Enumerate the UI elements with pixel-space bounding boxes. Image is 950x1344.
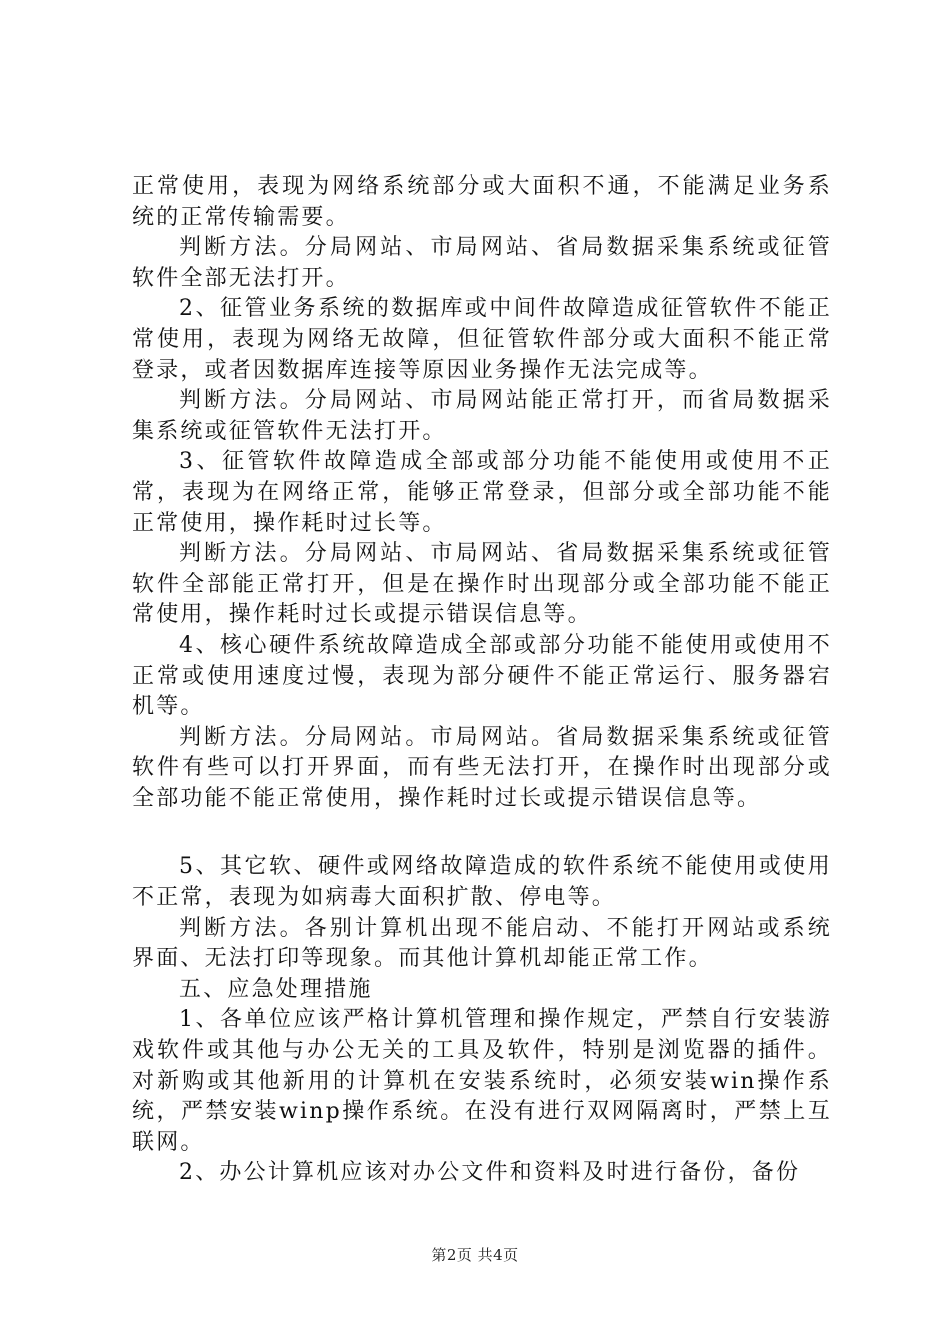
paragraph-judgement-4: 判断方法。分局网站。市局网站。省局数据采集系统或征管软件有些可以打开界面，而有些无法打开，在操作时出现部分或全部功能不能正常使用，操作耗时过长或提示错误信息等。 — [132, 724, 832, 811]
paragraph-measure-1: 1、各单位应该严格计算机管理和操作规定，严禁自行安装游戏软件或其他与办公无关的工具及软件，特别是浏览器的插件。对新购或其他新用的计算机在安装系统时，必须安装win操作系统，严禁安装winp操作系统。在没有进行双网隔离时，严禁上互联网。 — [132, 1007, 832, 1155]
page-footer — [0, 1244, 950, 1265]
paragraph-item-2: 2、征管业务系统的数据库或中间件故障造成征管软件不能正常使用，表现为网络无故障，但征管软件部分或大面积不能正常登录，或者因数据库连接等原因业务操作无法完成等。 — [132, 296, 832, 383]
paragraph-item-3: 3、征管软件故障造成全部或部分功能不能使用或使用不正常，表现为在网络正常，能够正常登录，但部分或全部功能不能正常使用，操作耗时过长等。 — [132, 449, 832, 536]
paragraph-judgement-5: 判断方法。各别计算机出现不能启动、不能打开网站或系统界面、无法打印等现象。而其他计算机却能正常工作。 — [132, 915, 832, 972]
paragraph-item-4: 4、核心硬件系统故障造成全部或部分功能不能使用或使用不正常或使用速度过慢，表现为部分硬件不能正常运行、服务器宕机等。 — [132, 632, 832, 720]
document-body — [132, 172, 832, 1189]
paragraph-judgement-2: 判断方法。分局网站、市局网站能正常打开，而省局数据采集系统或征管软件无法打开。 — [132, 388, 832, 444]
paragraph-network-failure-cont: 正常使用，表现为网络系统部分或大面积不通，不能满足业务系统的正常传输需要。 — [132, 174, 832, 230]
paragraph-item-5: 5、其它软、硬件或网络故障造成的软件系统不能使用或使用不正常，表现为如病毒大面积扩散、停电等。 — [132, 854, 832, 911]
paragraph-judgement-3: 判断方法。分局网站、市局网站、省局数据采集系统或征管软件全部能正常打开，但是在操作时出现部分或全部功能不能正常使用，操作耗时过长或提示错误信息等。 — [132, 541, 832, 628]
section-heading-emergency-measures: 五、应急处理措施 — [179, 976, 373, 1002]
paragraph-measure-2: 2、办公计算机应该对办公文件和资料及时进行备份，备份 — [179, 1160, 801, 1186]
paragraph-judgement-1: 判断方法。分局网站、市局网站、省局数据采集系统或征管软件全部无法打开。 — [132, 235, 832, 291]
page-number: 第2页 共4页 — [431, 1246, 519, 1264]
